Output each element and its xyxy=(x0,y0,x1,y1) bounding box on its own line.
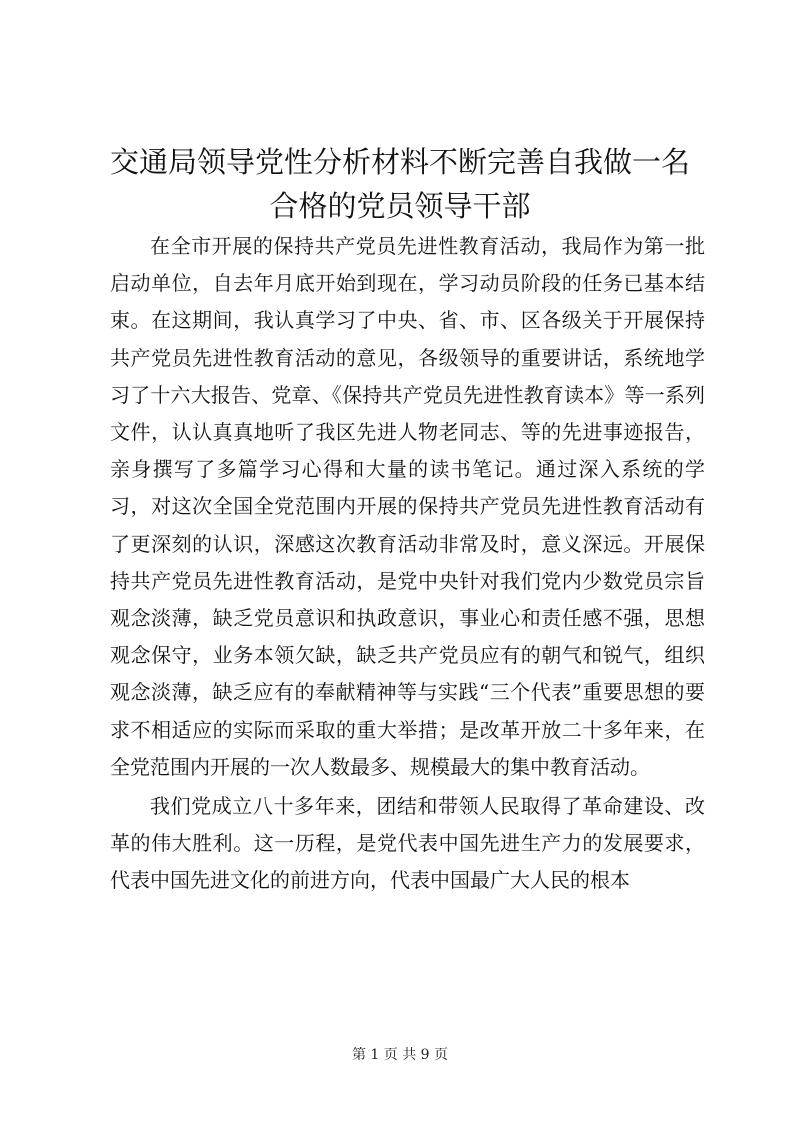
title-line-1: 交通局领导党性分析材料不断完善自我做一名 xyxy=(109,145,690,179)
page-number: 第 1 页 共 9 页 xyxy=(351,1047,449,1063)
paragraph-1: 在全市开展的保持共产党员先进性教育活动，我局作为第一批启动单位，自去年月底开始到现在，学习动员阶段的任务已基本结束。在这期间，我认真学习了中央、省、市、区各级关于开展保持共产党员先进性教育活动的意见，各级领导的重要讲话，系统地学习了十六大报告、党章、《保持共产党员先进性教育读本》等一系列文件，认认真真地听了我区先进人物老同志、等的先进事迹报告，亲身撰写了多篇学习心得和大量的读书笔记。通过深入系统的学习，对这次全国全党范围内开展的保持共产党员先进性教育活动有了更深刻的认识，深感这次教育活动非常及时，意义深远。开展保持共产党员先进性教育活动，是党中央针对我们党内少数党员宗旨观念淡薄，缺乏党员意识和执政意识，事业心和责任感不强，思想观念保守，业务本领欠缺，缺乏共产党员应有的朝气和锐气，组织观念淡薄，缺乏应有的奉献精神等与实践“三个代表”重要思想的要求不相适应的实际而采取的重大举措；是改革开放二十多年来，在全党范围内开展的一次人数最多、规模最大的集中教育活动。 xyxy=(110,234,705,779)
title-line-2: 合格的党员领导干部 xyxy=(269,189,531,223)
document-body xyxy=(110,228,705,900)
paragraph-2: 我们党成立八十多年来，团结和带领人民取得了革命建设、改革的伟大胜利。这一历程，是党代表中国先进生产力的发展要求，代表中国先进文化的前进方向，代表中国最广大人民的根本 xyxy=(110,794,705,893)
page-footer xyxy=(0,1046,800,1064)
document-title xyxy=(100,140,700,228)
